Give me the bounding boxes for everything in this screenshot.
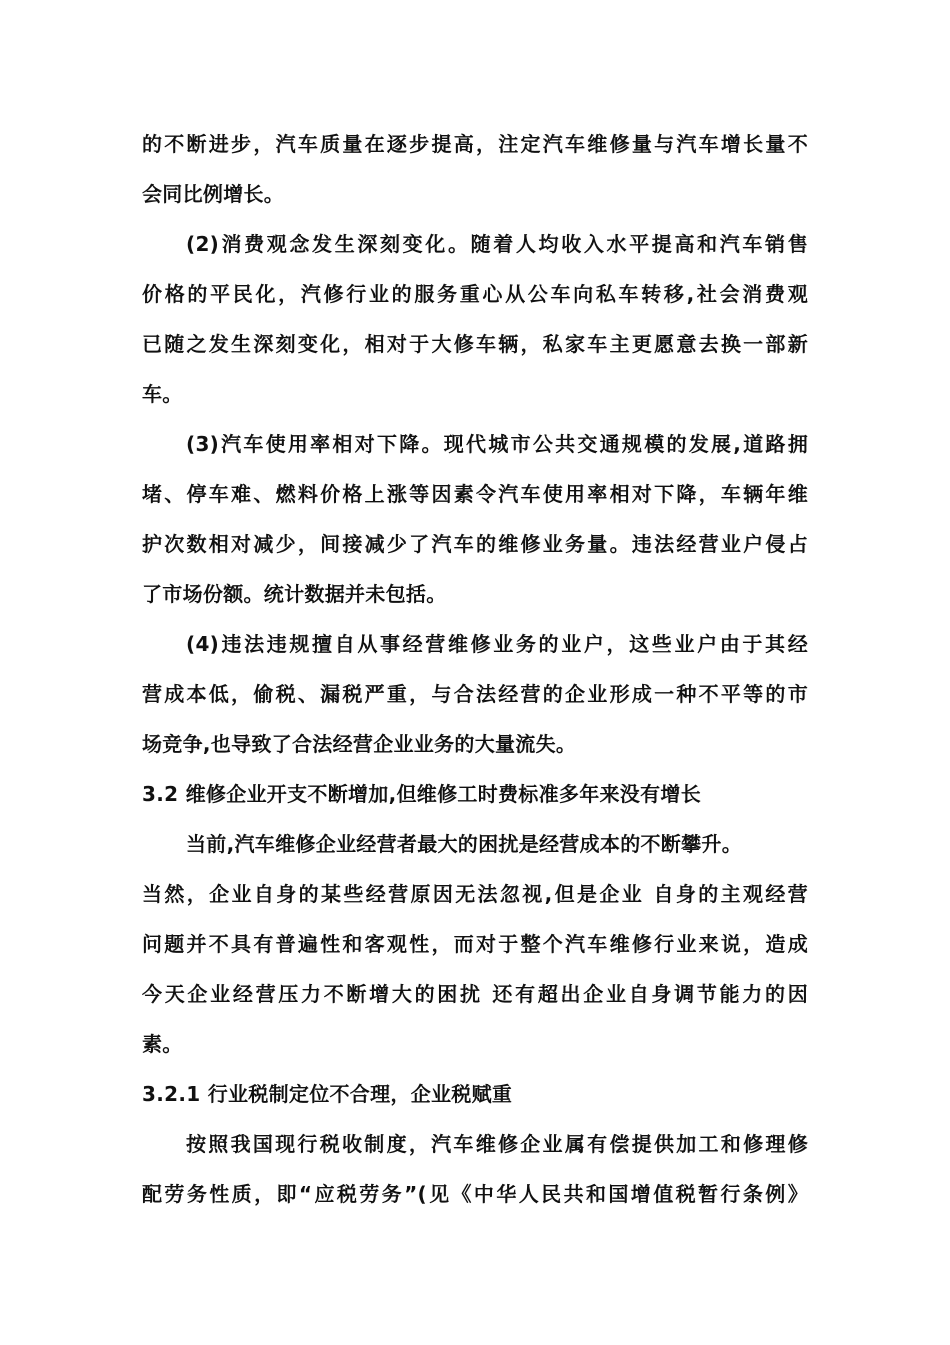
paragraph-line: 护次数相对减少，间接减少了汽车的维修业务量。违法经营业户侵占 bbox=[142, 532, 808, 556]
paragraph-line: 车。 bbox=[142, 382, 183, 406]
paragraph-line: 按照我国现行税收制度，汽车维修企业属有偿提供加工和修理修 bbox=[186, 1132, 808, 1156]
paragraph-line: (3)汽车使用率相对下降。现代城市公共交通规模的发展,道路拥 bbox=[186, 432, 808, 456]
section-heading: 3.2 维修企业开支不断增加,但维修工时费标准多年来没有增长 bbox=[142, 782, 701, 806]
paragraph-line: (2)消费观念发生深刻变化。随着人均收入水平提高和汽车销售 bbox=[186, 232, 808, 256]
paragraph-line: 素。 bbox=[142, 1032, 183, 1056]
paragraph-line: 当前,汽车维修企业经营者最大的困扰是经营成本的不断攀升。 bbox=[186, 832, 742, 856]
paragraph-line: 的不断进步，汽车质量在逐步提高，注定汽车维修量与汽车增长量不 bbox=[142, 132, 808, 156]
paragraph-line: 已随之发生深刻变化，相对于大修车辆，私家车主更愿意去换一部新 bbox=[142, 332, 808, 356]
paragraph-line: 问题并不具有普遍性和客观性，而对于整个汽车维修行业来说，造成 bbox=[142, 932, 808, 956]
paragraph-line: 当然，企业自身的某些经营原因无法忽视,但是企业 自身的主观经营 bbox=[142, 882, 808, 906]
paragraph-line: 堵、停车难、燃料价格上涨等因素令汽车使用率相对下降，车辆年维 bbox=[142, 482, 808, 506]
paragraph-line: 会同比例增长。 bbox=[142, 182, 285, 206]
paragraph-line: 今天企业经营压力不断增大的困扰 还有超出企业自身调节能力的因 bbox=[142, 982, 808, 1006]
paragraph-line: 了市场份额。统计数据并未包括。 bbox=[142, 582, 447, 606]
subsection-heading: 3.2.1 行业税制定位不合理，企业税赋重 bbox=[142, 1082, 513, 1106]
paragraph-line: 配劳务性质，即“应税劳务”(见《中华人民共和国增值税暂行条例》 bbox=[142, 1182, 808, 1206]
paragraph-line: 价格的平民化，汽修行业的服务重心从公车向私车转移,社会消费观 bbox=[142, 282, 808, 306]
paragraph-line: (4)违法违规擅自从事经营维修业务的业户，这些业户由于其经 bbox=[186, 632, 808, 656]
paragraph-line: 场竞争,也导致了合法经营企业业务的大量流失。 bbox=[142, 732, 577, 756]
paragraph-line: 营成本低，偷税、漏税严重，与合法经营的企业形成一种不平等的市 bbox=[142, 682, 808, 706]
